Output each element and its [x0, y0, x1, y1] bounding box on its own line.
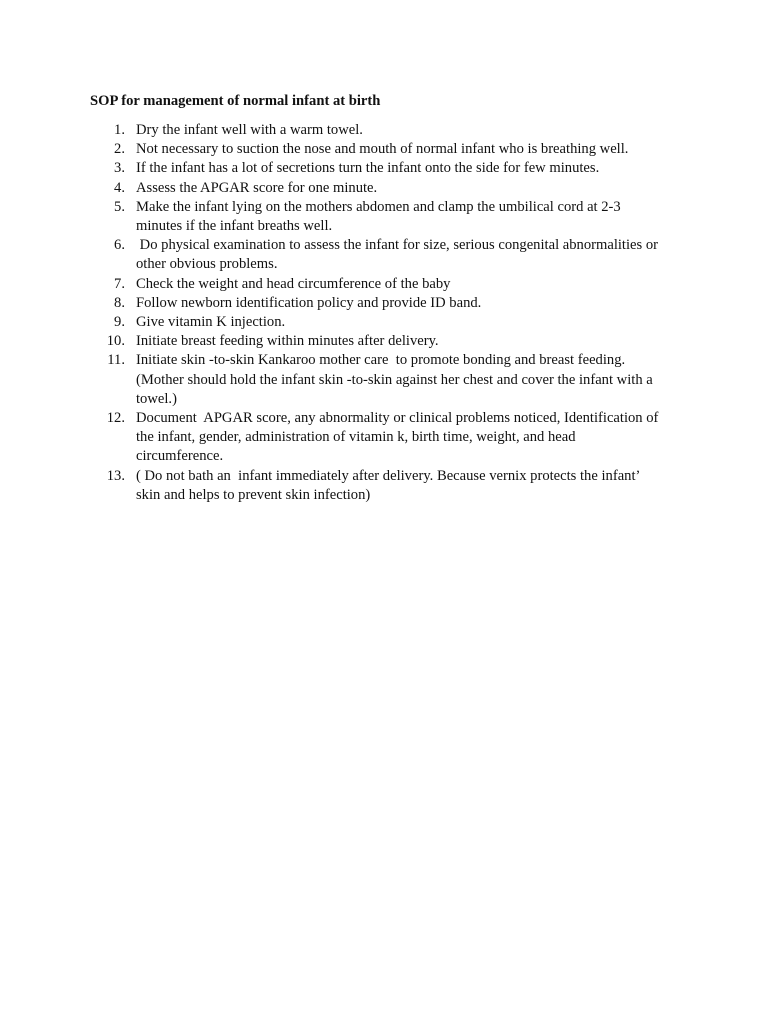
document-title: SOP for management of normal infant at birth [90, 93, 381, 109]
step-number: 7. [114, 275, 125, 292]
list-item [0, 351, 700, 409]
step-text: ( Do not bath an infant immediately after delivery. Because vernix protects the infant’ skin and helps to prevent skin infection) [136, 467, 641, 503]
step-text: Initiate breast feeding within minutes after delivery. [136, 333, 439, 350]
list-item [0, 179, 700, 198]
list-item [0, 332, 700, 351]
step-text: Not necessary to suction the nose and mouth of normal infant who is breathing well. [136, 141, 629, 158]
list-item [0, 140, 700, 159]
step-text: Give vitamin K injection. [136, 314, 286, 331]
list-item [0, 121, 700, 140]
list-item [0, 275, 700, 294]
list-item [0, 467, 700, 505]
list-item [0, 294, 700, 313]
step-text: Assess the APGAR score for one minute. [136, 179, 378, 196]
list-item [0, 159, 700, 178]
step-number: 6. [114, 237, 125, 254]
step-text: If the infant has a lot of secretions turn the infant onto the side for few minutes. [136, 160, 600, 177]
step-number: 1. [114, 122, 125, 138]
step-text: Dry the infant well with a warm towel. [136, 122, 363, 138]
step-text: Document APGAR score, any abnormality or clinical problems noticed, Identification of the infant, gender, administration of vitamin k, birth time, weight, and head circumference. [136, 410, 659, 465]
step-number: 10. [106, 333, 125, 350]
step-number: 9. [114, 314, 125, 331]
step-text: Initiate skin -to-skin Kankaroo mother care to promote bonding and breast feeding. (Mother should hold the infant skin -to-skin against her chest and cover the infant with a towel.) [136, 352, 653, 407]
step-text: Follow newborn identification policy and provide ID band. [136, 294, 482, 311]
step-number: 4. [114, 179, 125, 196]
step-number: 8. [114, 294, 125, 311]
step-number: 13. [106, 467, 125, 484]
steps-list [0, 121, 700, 505]
list-item [0, 198, 700, 236]
list-item [0, 236, 700, 274]
step-number: 11. [107, 352, 125, 369]
step-text: Check the weight and head circumference of the baby [136, 275, 451, 292]
step-text: Make the infant lying on the mothers abdomen and clamp the umbilical cord at 2-3 minutes if the infant breaths well. [136, 198, 621, 235]
step-number: 12. [106, 410, 125, 427]
step-number: 2. [114, 141, 125, 158]
list-item [0, 313, 700, 332]
list-item [0, 409, 700, 467]
step-number: 3. [114, 160, 125, 177]
step-text: Do physical examination to assess the infant for size, serious congenital abnormalities or other obvious problems. [136, 237, 659, 273]
step-number: 5. [114, 198, 125, 215]
